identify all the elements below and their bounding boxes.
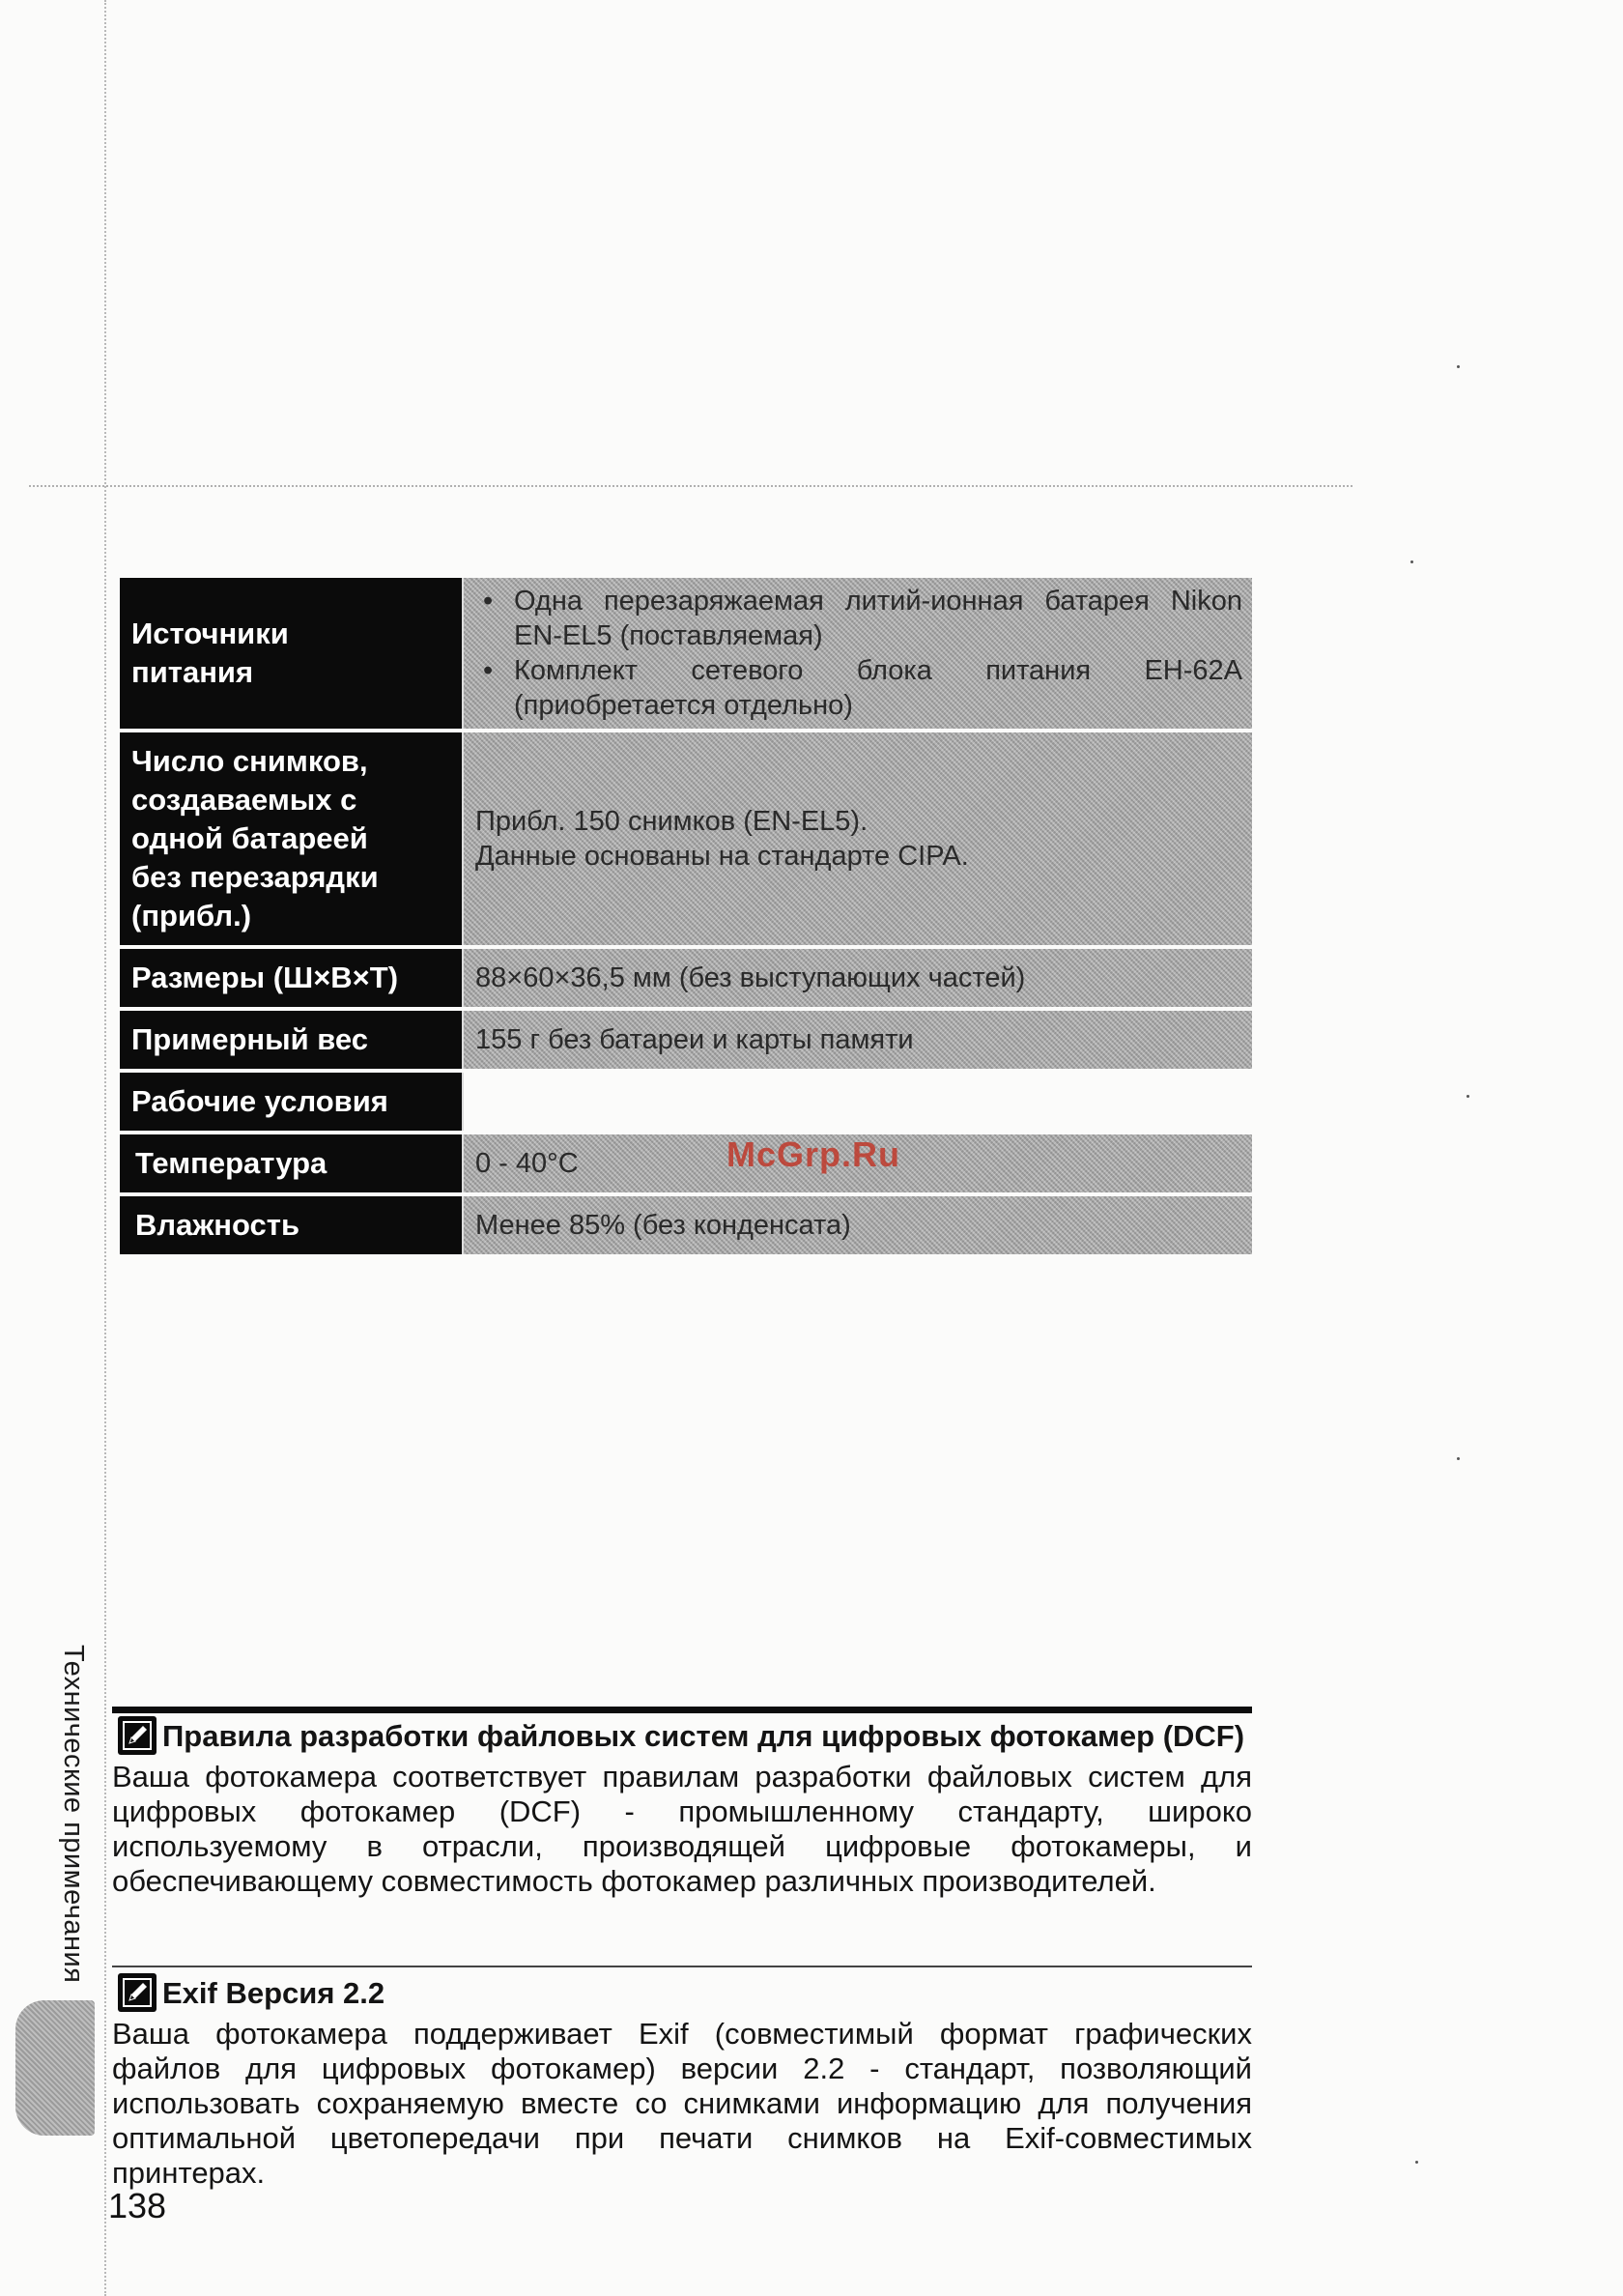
spec-value [464, 578, 1252, 729]
table-row [120, 1196, 1252, 1254]
section-body: Ваша фотокамера поддерживает Exif (совместимый формат графических файлов для цифровых фотокамер) версии 2.2 - стандарт, позволяющий использовать сохраняемую вместе со снимками информацию для получения оптимальной цветопередачи при печати снимков на Exif-совместимых принтерах. [112, 2017, 1252, 2190]
list-item: • Комплект сетевого блока питания EH-62A (приобретается отдельно) [475, 653, 1242, 723]
section-body: Ваша фотокамера соответствует правилам разработки файловых систем для цифровых фотокамер (DCF) - промышленному стандарту, широко используемому в отрасли, производящей цифровые фотокамеры, и обеспечивающему совместимость фотокамер различных производителей. [112, 1760, 1252, 1898]
note-section-dcf [112, 1707, 1252, 1899]
side-tab-label: Технические примечания [58, 1645, 89, 1984]
table-row [120, 1011, 1252, 1069]
spec-value: Прибл. 150 снимков (EN-EL5). Данные основаны на стандарте CIPA. [464, 732, 1252, 945]
section-title: Exif Версия 2.2 [162, 1976, 385, 2010]
table-row [120, 578, 1252, 729]
scan-speck [1457, 365, 1460, 368]
spec-label: Число снимков, создаваемых с одной батареей без перезарядки (прибл.) [120, 732, 464, 945]
page-number: 138 [108, 2186, 167, 2225]
list-item: • Одна перезаряжаемая литий-ионная батарея Nikon EN-EL5 (поставляемая) [475, 584, 1242, 653]
scan-margin-line [104, 0, 106, 2296]
spec-label: Примерный вес [120, 1011, 464, 1069]
pencil-note-icon [118, 1716, 157, 1755]
section-rule [112, 1966, 1252, 1967]
scan-speck [1415, 2161, 1418, 2164]
spec-label: Влажность [120, 1196, 464, 1254]
side-tab-marker [15, 2000, 95, 2136]
watermark: McGrp.Ru [726, 1134, 901, 1174]
section-title: Правила разработки файловых систем для цифровых фотокамер (DCF) [162, 1719, 1245, 1753]
spec-value: 155 г без батареи и карты памяти [464, 1011, 1252, 1069]
pencil-note-icon [118, 1973, 157, 2012]
scan-speck [1457, 1457, 1460, 1460]
spec-label: Температура [120, 1134, 464, 1192]
scan-speck [1410, 560, 1413, 563]
spec-table [120, 574, 1252, 1258]
table-row [120, 732, 1252, 945]
spec-value: Менее 85% (без конденсата) [464, 1196, 1252, 1254]
scan-speck [1466, 1095, 1469, 1098]
spec-label: Источники питания [120, 578, 464, 729]
scan-fold-line [29, 485, 1352, 487]
table-row [120, 1073, 1252, 1131]
note-section-exif [112, 1966, 1252, 2191]
table-row [120, 949, 1252, 1007]
table-row [120, 1134, 1252, 1192]
spec-value: 0 - 40°C [464, 1134, 1252, 1192]
spec-value: 88×60×36,5 мм (без выступающих частей) [464, 949, 1252, 1007]
section-rule [112, 1707, 1252, 1713]
spec-value [464, 1073, 1252, 1131]
spec-label: Рабочие условия [120, 1073, 464, 1131]
spec-label: Размеры (Ш×В×Т) [120, 949, 464, 1007]
